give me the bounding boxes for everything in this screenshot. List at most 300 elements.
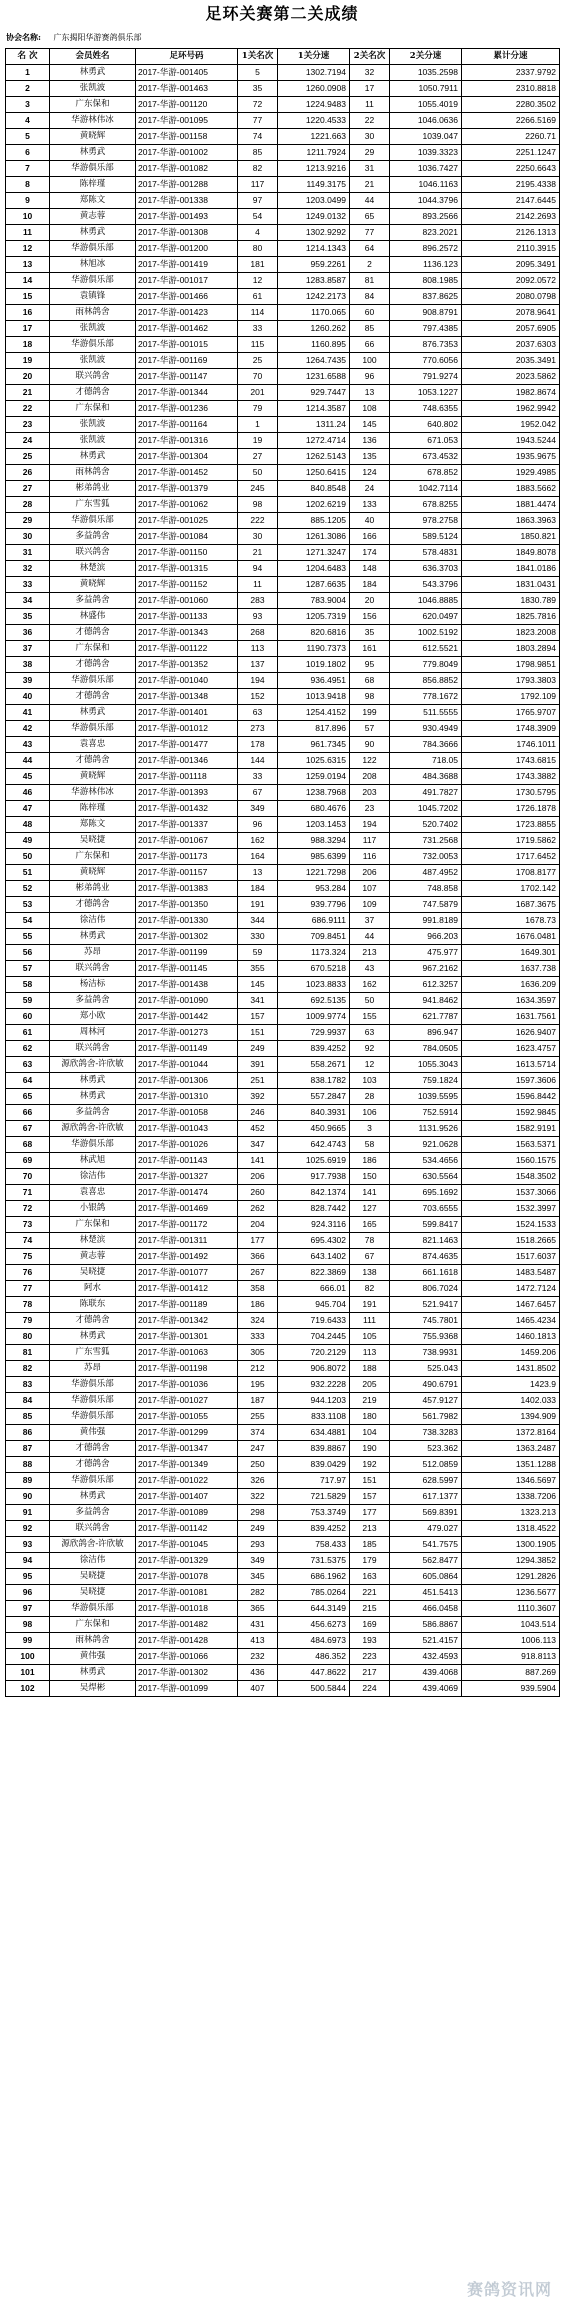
table-row <box>6 1489 560 1505</box>
table-row <box>6 1201 560 1217</box>
cell-ring-number: 2017-华游-001142 <box>136 1521 238 1537</box>
cell-rank: 24 <box>6 433 50 449</box>
cell-stage1-speed: 839.8867 <box>278 1441 350 1457</box>
cell-stage1-speed: 1272.4714 <box>278 433 350 449</box>
cell-member-name: 才德鸽舍 <box>50 1441 136 1457</box>
cell-member-name: 袁镇锋 <box>50 289 136 305</box>
table-row <box>6 1153 560 1169</box>
cell-member-name: 苏昂 <box>50 945 136 961</box>
cell-stage1-speed: 839.4252 <box>278 1041 350 1057</box>
cell-member-name: 彬弟鸽业 <box>50 481 136 497</box>
association-value: 广东揭阳华游赛鸽俱乐部 <box>53 33 142 42</box>
cell-ring-number: 2017-华游-001145 <box>136 961 238 977</box>
cell-total-speed: 1006.113 <box>462 1633 560 1649</box>
cell-stage1-rank: 11 <box>238 577 278 593</box>
cell-rank: 2 <box>6 81 50 97</box>
cell-stage1-speed: 1311.24 <box>278 417 350 433</box>
cell-member-name: 华游俱乐部 <box>50 1473 136 1489</box>
cell-stage1-speed: 1302.9292 <box>278 225 350 241</box>
cell-stage1-rank: 349 <box>238 1553 278 1569</box>
cell-stage1-rank: 366 <box>238 1249 278 1265</box>
cell-stage2-rank: 199 <box>350 705 390 721</box>
cell-ring-number: 2017-华游-001474 <box>136 1185 238 1201</box>
cell-stage2-speed: 439.4068 <box>390 1665 462 1681</box>
cell-ring-number: 2017-华游-001428 <box>136 1633 238 1649</box>
table-row <box>6 625 560 641</box>
cell-total-speed: 1532.3997 <box>462 1201 560 1217</box>
cell-stage1-speed: 1250.6415 <box>278 465 350 481</box>
cell-member-name: 陈联东 <box>50 1297 136 1313</box>
cell-stage2-speed: 457.9127 <box>390 1393 462 1409</box>
cell-stage1-speed: 643.1402 <box>278 1249 350 1265</box>
cell-stage1-speed: 1221.663 <box>278 129 350 145</box>
cell-stage1-speed: 1202.6219 <box>278 497 350 513</box>
cell-stage2-rank: 163 <box>350 1569 390 1585</box>
cell-member-name: 多益鸽舍 <box>50 529 136 545</box>
cell-ring-number: 2017-华游-001150 <box>136 545 238 561</box>
cell-stage1-speed: 447.8622 <box>278 1665 350 1681</box>
cell-member-name: 广东保和 <box>50 1617 136 1633</box>
cell-stage1-rank: 347 <box>238 1137 278 1153</box>
table-row <box>6 945 560 961</box>
cell-ring-number: 2017-华游-001045 <box>136 1537 238 1553</box>
cell-total-speed: 1423.9 <box>462 1377 560 1393</box>
cell-rank: 99 <box>6 1633 50 1649</box>
cell-member-name: 雨林鸽舍 <box>50 305 136 321</box>
cell-stage2-rank: 111 <box>350 1313 390 1329</box>
cell-rank: 17 <box>6 321 50 337</box>
cell-total-speed: 1338.7206 <box>462 1489 560 1505</box>
cell-stage2-speed: 628.5997 <box>390 1473 462 1489</box>
cell-rank: 60 <box>6 1009 50 1025</box>
cell-member-name: 华游俱乐部 <box>50 721 136 737</box>
cell-rank: 52 <box>6 881 50 897</box>
cell-total-speed: 2057.6905 <box>462 321 560 337</box>
cell-stage1-speed: 686.9111 <box>278 913 350 929</box>
cell-stage1-rank: 206 <box>238 1169 278 1185</box>
cell-total-speed: 2023.5862 <box>462 369 560 385</box>
cell-stage2-speed: 569.8391 <box>390 1505 462 1521</box>
cell-stage1-rank: 322 <box>238 1489 278 1505</box>
cell-rank: 75 <box>6 1249 50 1265</box>
cell-stage1-rank: 212 <box>238 1361 278 1377</box>
cell-stage2-speed: 784.3666 <box>390 737 462 753</box>
cell-total-speed: 1929.4985 <box>462 465 560 481</box>
cell-ring-number: 2017-华游-001158 <box>136 129 238 145</box>
cell-rank: 76 <box>6 1265 50 1281</box>
cell-stage1-rank: 195 <box>238 1377 278 1393</box>
cell-stage2-speed: 908.8791 <box>390 305 462 321</box>
cell-stage2-rank: 169 <box>350 1617 390 1633</box>
cell-ring-number: 2017-华游-001063 <box>136 1345 238 1361</box>
cell-rank: 56 <box>6 945 50 961</box>
cell-stage2-speed: 823.2021 <box>390 225 462 241</box>
cell-total-speed: 1460.1813 <box>462 1329 560 1345</box>
cell-member-name: 林勇武 <box>50 225 136 241</box>
cell-total-speed: 1560.1575 <box>462 1153 560 1169</box>
cell-stage2-rank: 206 <box>350 865 390 881</box>
header-rank: 名 次 <box>6 49 50 65</box>
table-row <box>6 1409 560 1425</box>
cell-stage1-speed: 1025.6919 <box>278 1153 350 1169</box>
cell-stage2-speed: 525.043 <box>390 1361 462 1377</box>
cell-rank: 8 <box>6 177 50 193</box>
cell-ring-number: 2017-华游-001036 <box>136 1377 238 1393</box>
cell-rank: 36 <box>6 625 50 641</box>
cell-stage2-rank: 13 <box>350 385 390 401</box>
cell-rank: 7 <box>6 161 50 177</box>
cell-ring-number: 2017-华游-001315 <box>136 561 238 577</box>
cell-stage2-speed: 439.4069 <box>390 1681 462 1697</box>
cell-member-name: 华游俱乐部 <box>50 513 136 529</box>
cell-stage2-rank: 82 <box>350 1281 390 1297</box>
cell-ring-number: 2017-华游-001026 <box>136 1137 238 1153</box>
cell-member-name: 吴晓捷 <box>50 1569 136 1585</box>
header-stage1-rank: 1关名次 <box>238 49 278 65</box>
cell-rank: 49 <box>6 833 50 849</box>
cell-member-name: 源欣鸽舍-许欣敏 <box>50 1121 136 1137</box>
cell-stage1-rank: 21 <box>238 545 278 561</box>
table-row <box>6 1313 560 1329</box>
cell-member-name: 林勇武 <box>50 65 136 81</box>
cell-stage2-rank: 161 <box>350 641 390 657</box>
cell-stage1-rank: 164 <box>238 849 278 865</box>
cell-rank: 32 <box>6 561 50 577</box>
cell-stage1-rank: 177 <box>238 1233 278 1249</box>
table-row <box>6 769 560 785</box>
cell-ring-number: 2017-华游-001346 <box>136 753 238 769</box>
table-row <box>6 97 560 113</box>
cell-stage2-speed: 534.4656 <box>390 1153 462 1169</box>
cell-member-name: 徐洁伟 <box>50 1169 136 1185</box>
cell-stage1-speed: 666.01 <box>278 1281 350 1297</box>
cell-stage2-speed: 821.1463 <box>390 1233 462 1249</box>
cell-stage2-speed: 738.9931 <box>390 1345 462 1361</box>
cell-stage2-speed: 695.1692 <box>390 1185 462 1201</box>
cell-stage2-speed: 1055.3043 <box>390 1057 462 1073</box>
cell-stage1-rank: 268 <box>238 625 278 641</box>
cell-ring-number: 2017-华游-001401 <box>136 705 238 721</box>
cell-stage1-rank: 27 <box>238 449 278 465</box>
table-row <box>6 337 560 353</box>
table-header-row <box>6 49 560 65</box>
cell-rank: 90 <box>6 1489 50 1505</box>
cell-stage2-rank: 37 <box>350 913 390 929</box>
cell-stage1-rank: 187 <box>238 1393 278 1409</box>
cell-stage2-rank: 58 <box>350 1137 390 1153</box>
cell-stage1-rank: 151 <box>238 1025 278 1041</box>
cell-stage2-rank: 185 <box>350 1537 390 1553</box>
cell-stage2-rank: 3 <box>350 1121 390 1137</box>
cell-ring-number: 2017-华游-001304 <box>136 449 238 465</box>
cell-stage2-speed: 732.0053 <box>390 849 462 865</box>
cell-stage1-rank: 137 <box>238 657 278 673</box>
cell-member-name: 华游俱乐部 <box>50 337 136 353</box>
cell-stage1-speed: 1149.3175 <box>278 177 350 193</box>
cell-member-name: 黄晓辉 <box>50 129 136 145</box>
cell-ring-number: 2017-华游-001043 <box>136 1121 238 1137</box>
cell-stage1-speed: 753.3749 <box>278 1505 350 1521</box>
cell-stage2-speed: 808.1985 <box>390 273 462 289</box>
cell-stage2-speed: 930.4949 <box>390 721 462 737</box>
cell-stage1-speed: 1013.9418 <box>278 689 350 705</box>
cell-rank: 11 <box>6 225 50 241</box>
cell-stage2-rank: 192 <box>350 1457 390 1473</box>
cell-ring-number: 2017-华游-001002 <box>136 145 238 161</box>
cell-member-name: 源欣鸽舍-许欣敏 <box>50 1057 136 1073</box>
cell-total-speed: 2095.3491 <box>462 257 560 273</box>
cell-ring-number: 2017-华游-001122 <box>136 641 238 657</box>
cell-member-name: 吴晓捷 <box>50 1265 136 1281</box>
cell-total-speed: 1236.5677 <box>462 1585 560 1601</box>
cell-total-speed: 1730.5795 <box>462 785 560 801</box>
cell-member-name: 华游俱乐部 <box>50 1137 136 1153</box>
cell-stage2-rank: 224 <box>350 1681 390 1697</box>
table-row <box>6 113 560 129</box>
cell-rank: 68 <box>6 1137 50 1153</box>
cell-stage2-rank: 177 <box>350 1505 390 1521</box>
cell-member-name: 林勇武 <box>50 1489 136 1505</box>
cell-stage1-rank: 70 <box>238 369 278 385</box>
cell-rank: 43 <box>6 737 50 753</box>
cell-stage2-speed: 779.8049 <box>390 657 462 673</box>
table-row <box>6 1297 560 1313</box>
cell-stage2-rank: 157 <box>350 1489 390 1505</box>
cell-member-name: 联兴鸽舍 <box>50 1521 136 1537</box>
cell-stage2-speed: 1039.5595 <box>390 1089 462 1105</box>
cell-ring-number: 2017-华游-001012 <box>136 721 238 737</box>
cell-ring-number: 2017-华游-001348 <box>136 689 238 705</box>
cell-stage2-rank: 188 <box>350 1361 390 1377</box>
cell-stage2-rank: 2 <box>350 257 390 273</box>
cell-ring-number: 2017-华游-001015 <box>136 337 238 353</box>
cell-stage2-speed: 893.2566 <box>390 209 462 225</box>
cell-stage2-rank: 156 <box>350 609 390 625</box>
cell-ring-number: 2017-华游-001350 <box>136 897 238 913</box>
cell-member-name: 吴焊彬 <box>50 1681 136 1697</box>
cell-stage1-rank: 144 <box>238 753 278 769</box>
cell-ring-number: 2017-华游-001172 <box>136 1217 238 1233</box>
cell-total-speed: 2078.9641 <box>462 305 560 321</box>
cell-rank: 39 <box>6 673 50 689</box>
cell-member-name: 林勇武 <box>50 929 136 945</box>
cell-ring-number: 2017-华游-001095 <box>136 113 238 129</box>
cell-total-speed: 1597.3606 <box>462 1073 560 1089</box>
cell-member-name: 吴晓捷 <box>50 833 136 849</box>
cell-stage2-speed: 1042.7114 <box>390 481 462 497</box>
cell-stage1-rank: 141 <box>238 1153 278 1169</box>
cell-member-name: 华游俱乐部 <box>50 241 136 257</box>
cell-total-speed: 1483.5487 <box>462 1265 560 1281</box>
cell-stage1-speed: 838.1782 <box>278 1073 350 1089</box>
cell-stage1-speed: 961.7345 <box>278 737 350 753</box>
cell-stage2-speed: 617.1377 <box>390 1489 462 1505</box>
table-row <box>6 385 560 401</box>
cell-rank: 44 <box>6 753 50 769</box>
cell-stage2-rank: 184 <box>350 577 390 593</box>
cell-member-name: 才德鸽舍 <box>50 625 136 641</box>
cell-stage2-rank: 166 <box>350 529 390 545</box>
cell-member-name: 才德鸽舍 <box>50 1313 136 1329</box>
cell-ring-number: 2017-华游-001463 <box>136 81 238 97</box>
cell-stage2-speed: 661.1618 <box>390 1265 462 1281</box>
cell-stage2-rank: 155 <box>350 1009 390 1025</box>
table-row <box>6 961 560 977</box>
cell-stage2-speed: 1039.047 <box>390 129 462 145</box>
cell-stage2-rank: 108 <box>350 401 390 417</box>
cell-stage1-rank: 191 <box>238 897 278 913</box>
table-row <box>6 1073 560 1089</box>
table-row <box>6 1137 560 1153</box>
cell-rank: 31 <box>6 545 50 561</box>
cell-total-speed: 2037.6303 <box>462 337 560 353</box>
table-row <box>6 993 560 1009</box>
cell-member-name: 雨林鸽舍 <box>50 465 136 481</box>
cell-stage2-rank: 78 <box>350 1233 390 1249</box>
cell-rank: 77 <box>6 1281 50 1297</box>
cell-total-speed: 1717.6452 <box>462 849 560 865</box>
cell-total-speed: 1582.9191 <box>462 1121 560 1137</box>
cell-rank: 71 <box>6 1185 50 1201</box>
cell-stage1-speed: 1009.9774 <box>278 1009 350 1025</box>
cell-stage2-rank: 44 <box>350 929 390 945</box>
cell-member-name: 张凯波 <box>50 81 136 97</box>
cell-ring-number: 2017-华游-001432 <box>136 801 238 817</box>
cell-stage1-speed: 1271.3247 <box>278 545 350 561</box>
cell-stage2-speed: 1046.0636 <box>390 113 462 129</box>
cell-rank: 41 <box>6 705 50 721</box>
cell-ring-number: 2017-华游-001152 <box>136 577 238 593</box>
cell-stage2-rank: 57 <box>350 721 390 737</box>
table-row <box>6 657 560 673</box>
cell-stage2-rank: 122 <box>350 753 390 769</box>
cell-member-name: 张凯波 <box>50 321 136 337</box>
cell-stage1-speed: 557.2847 <box>278 1089 350 1105</box>
cell-ring-number: 2017-华游-001143 <box>136 1153 238 1169</box>
cell-stage1-speed: 558.2671 <box>278 1057 350 1073</box>
cell-stage1-speed: 1249.0132 <box>278 209 350 225</box>
cell-stage2-rank: 68 <box>350 673 390 689</box>
cell-rank: 92 <box>6 1521 50 1537</box>
cell-stage2-speed: 770.6056 <box>390 353 462 369</box>
cell-member-name: 苏昂 <box>50 1361 136 1377</box>
cell-total-speed: 1687.3675 <box>462 897 560 913</box>
cell-ring-number: 2017-华游-001482 <box>136 1617 238 1633</box>
cell-stage2-speed: 1039.3323 <box>390 145 462 161</box>
cell-member-name: 雨林鸽舍 <box>50 1633 136 1649</box>
table-row <box>6 705 560 721</box>
cell-stage1-speed: 456.6273 <box>278 1617 350 1633</box>
cell-ring-number: 2017-华游-001157 <box>136 865 238 881</box>
table-row <box>6 929 560 945</box>
cell-stage2-speed: 1035.2598 <box>390 65 462 81</box>
cell-total-speed: 1649.301 <box>462 945 560 961</box>
table-row <box>6 1681 560 1697</box>
cell-stage2-speed: 521.4157 <box>390 1633 462 1649</box>
cell-stage1-rank: 330 <box>238 929 278 945</box>
cell-stage2-speed: 599.8417 <box>390 1217 462 1233</box>
cell-rank: 29 <box>6 513 50 529</box>
cell-rank: 101 <box>6 1665 50 1681</box>
cell-stage2-speed: 612.5521 <box>390 641 462 657</box>
cell-stage2-speed: 671.053 <box>390 433 462 449</box>
cell-stage1-rank: 4 <box>238 225 278 241</box>
table-row <box>6 1089 560 1105</box>
cell-member-name: 华游俱乐部 <box>50 1393 136 1409</box>
table-row <box>6 1329 560 1345</box>
cell-stage2-speed: 1044.3796 <box>390 193 462 209</box>
cell-stage2-speed: 512.0859 <box>390 1457 462 1473</box>
cell-stage1-speed: 1170.065 <box>278 305 350 321</box>
cell-stage2-rank: 191 <box>350 1297 390 1313</box>
cell-ring-number: 2017-华游-001273 <box>136 1025 238 1041</box>
cell-total-speed: 1726.1878 <box>462 801 560 817</box>
cell-stage2-speed: 487.4952 <box>390 865 462 881</box>
cell-total-speed: 1402.033 <box>462 1393 560 1409</box>
cell-stage2-speed: 966.203 <box>390 929 462 945</box>
cell-ring-number: 2017-华游-001452 <box>136 465 238 481</box>
cell-total-speed: 1962.9942 <box>462 401 560 417</box>
cell-total-speed: 2260.71 <box>462 129 560 145</box>
cell-rank: 1 <box>6 65 50 81</box>
cell-total-speed: 1363.2487 <box>462 1441 560 1457</box>
cell-ring-number: 2017-华游-001492 <box>136 1249 238 1265</box>
cell-stage1-rank: 333 <box>238 1329 278 1345</box>
cell-member-name: 华游俱乐部 <box>50 161 136 177</box>
cell-stage2-rank: 29 <box>350 145 390 161</box>
cell-stage1-speed: 1203.0499 <box>278 193 350 209</box>
cell-stage1-rank: 232 <box>238 1649 278 1665</box>
cell-stage2-rank: 105 <box>350 1329 390 1345</box>
cell-stage2-rank: 67 <box>350 1249 390 1265</box>
cell-ring-number: 2017-华游-001118 <box>136 769 238 785</box>
cell-rank: 48 <box>6 817 50 833</box>
table-row <box>6 497 560 513</box>
cell-stage1-rank: 114 <box>238 305 278 321</box>
cell-ring-number: 2017-华游-001302 <box>136 1665 238 1681</box>
table-row <box>6 913 560 929</box>
cell-total-speed: 2337.9792 <box>462 65 560 81</box>
cell-stage1-rank: 33 <box>238 321 278 337</box>
cell-total-speed: 1517.6037 <box>462 1249 560 1265</box>
cell-stage2-rank: 22 <box>350 113 390 129</box>
cell-total-speed: 1702.142 <box>462 881 560 897</box>
cell-total-speed: 1881.4474 <box>462 497 560 513</box>
cell-rank: 45 <box>6 769 50 785</box>
cell-stage1-speed: 1261.3086 <box>278 529 350 545</box>
cell-ring-number: 2017-华游-001164 <box>136 417 238 433</box>
cell-stage1-rank: 113 <box>238 641 278 657</box>
cell-stage2-rank: 30 <box>350 129 390 145</box>
association-label: 协会名称: <box>6 32 41 42</box>
cell-ring-number: 2017-华游-001412 <box>136 1281 238 1297</box>
cell-stage2-rank: 148 <box>350 561 390 577</box>
cell-stage2-rank: 92 <box>350 1041 390 1057</box>
cell-stage1-rank: 5 <box>238 65 278 81</box>
cell-stage2-rank: 64 <box>350 241 390 257</box>
cell-rank: 51 <box>6 865 50 881</box>
cell-stage2-rank: 150 <box>350 1169 390 1185</box>
cell-total-speed: 1943.5244 <box>462 433 560 449</box>
cell-stage2-rank: 213 <box>350 945 390 961</box>
cell-total-speed: 1636.209 <box>462 977 560 993</box>
cell-stage1-rank: 341 <box>238 993 278 1009</box>
cell-stage1-speed: 917.7938 <box>278 1169 350 1185</box>
cell-member-name: 吴晓捷 <box>50 1585 136 1601</box>
cell-total-speed: 2110.3915 <box>462 241 560 257</box>
cell-member-name: 袁喜忠 <box>50 737 136 753</box>
cell-ring-number: 2017-华游-001405 <box>136 65 238 81</box>
